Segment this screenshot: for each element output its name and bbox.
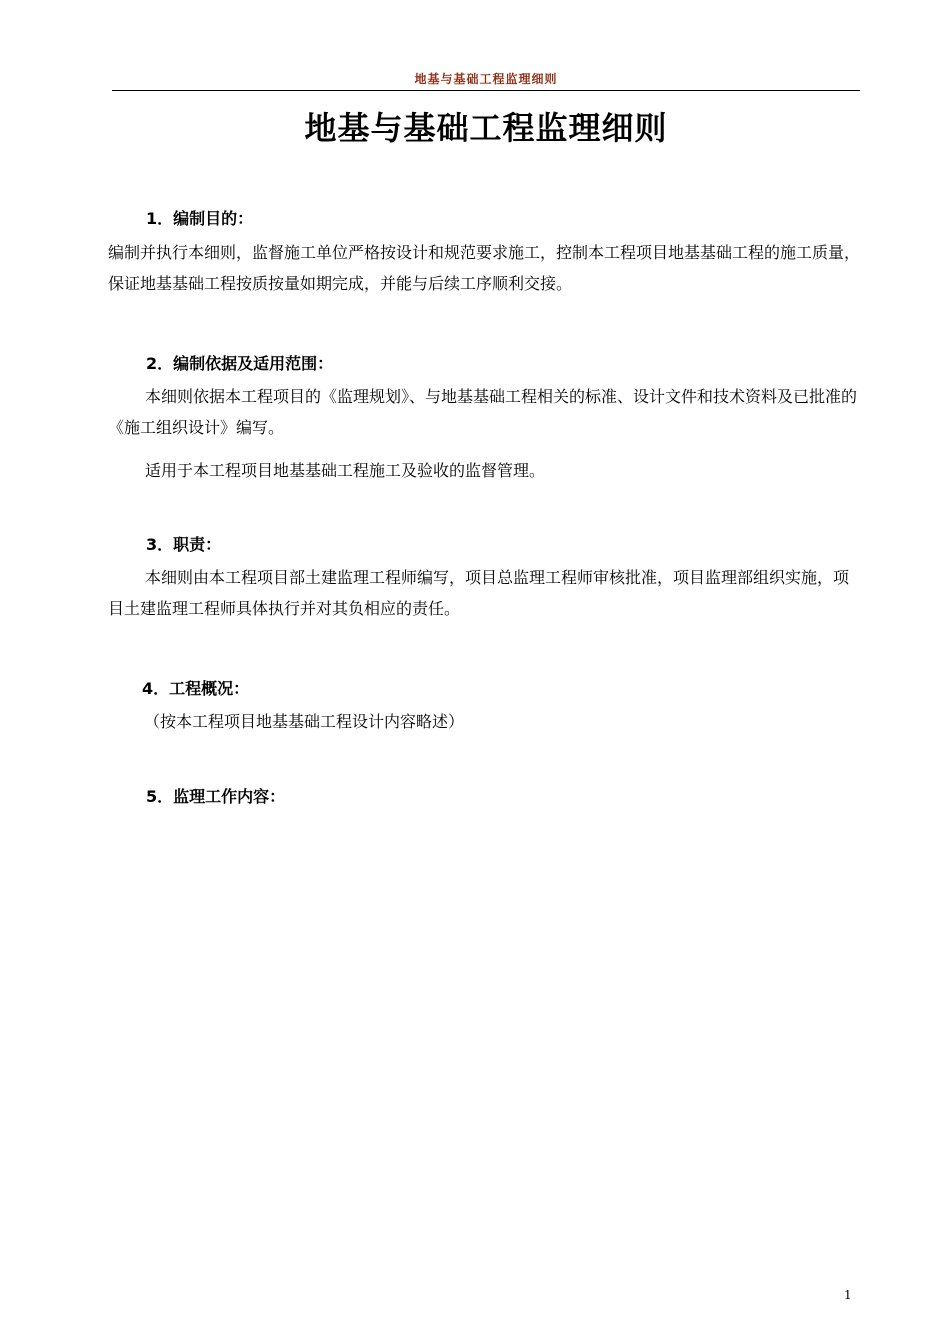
header-divider [112, 90, 860, 91]
section-paragraph-basis: 本细则依据本工程项目的《监理规划》、与地基基础工程相关的标准、设计文件和技术资料及已批准的《施工组织设计》编写。 [108, 387, 858, 437]
section-paragraph-responsibility: 本细则由本工程项目部土建监理工程师编写，项目总监理工程师审核批准，项目监理部组织实施，项目土建监理工程师具体执行并对其负相应的责任。 [108, 568, 850, 618]
running-header-title: 地基与基础工程监理细则 [414, 72, 558, 86]
page-number: 1 [844, 1288, 852, 1302]
section-paragraph-purpose: 编制并执行本细则，监督施工单位严格按设计和规范要求施工，控制本工程项目地基基础工程的施工质量，保证地基基础工程按质按量如期完成，并能与后续工序顺利交接。 [108, 243, 861, 293]
section-paragraph-scope: 适用于本工程项目地基基础工程施工及验收的监督管理。 [145, 461, 546, 480]
document-title: 地基与基础工程监理细则 [304, 109, 668, 147]
section-heading-basis-scope: 2．编制依据及适用范围： [146, 354, 334, 373]
section-heading-responsibility: 3．职责： [146, 535, 222, 554]
section-heading-purpose: 1．编制目的： [146, 209, 254, 228]
section-heading-overview: 4．工程概况： [142, 679, 250, 698]
section-heading-work-content: 5．监理工作内容： [146, 787, 286, 806]
section-paragraph-overview: （按本工程项目地基基础工程设计内容略述） [144, 712, 465, 731]
